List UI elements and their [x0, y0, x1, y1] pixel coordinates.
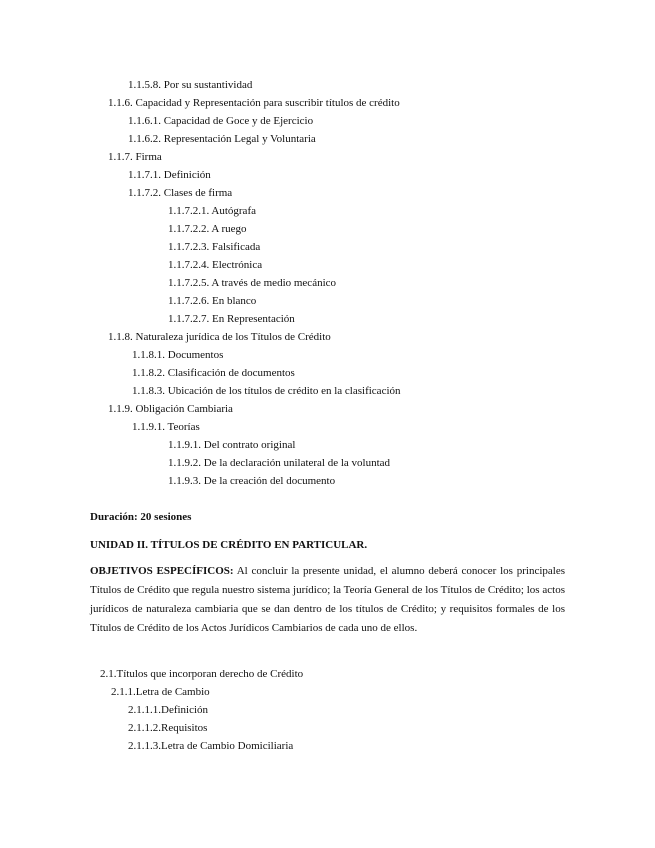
outline-item: 1.1.9.1. Teorías — [132, 421, 200, 433]
objectives-paragraph — [90, 562, 565, 638]
outline-item: 1.1.7.2.6. En blanco — [168, 295, 257, 307]
outline-item: 1.1.7.2.3. Falsificada — [168, 241, 261, 253]
outline-item: 1.1.9. Obligación Cambiaria — [108, 403, 233, 415]
outline-item: 1.1.8. Naturaleza jurídica de los Títulos de Crédito — [108, 331, 331, 343]
outline-item: 2.1.1.1.Definición — [128, 704, 209, 716]
outline-item: 1.1.9.2. De la declaración unilateral de la voluntad — [168, 457, 391, 469]
outline-item: 1.1.7.2.5. A través de medio mecánico — [168, 277, 337, 289]
outline-item: 1.1.7.2.1. Autógrafa — [168, 205, 256, 217]
outline-item: 1.1.6.2. Representación Legal y Voluntaria — [128, 133, 316, 145]
outline-item: 2.1.Títulos que incorporan derecho de Crédito — [100, 668, 304, 680]
outline-item: 1.1.8.2. Clasificación de documentos — [132, 367, 295, 379]
outline-item: 1.1.7.2.7. En Representación — [168, 313, 295, 325]
outline-item: 1.1.9.3. De la creación del documento — [168, 475, 336, 487]
outline-item: 1.1.8.3. Ubicación de los títulos de crédito en la clasificación — [132, 385, 401, 397]
outline-item: 1.1.8.1. Documentos — [132, 349, 224, 361]
outline-item: 1.1.7. Firma — [108, 151, 162, 163]
outline-item: 1.1.7.2. Clases de firma — [128, 187, 233, 199]
outline-item: 2.1.1.2.Requisitos — [128, 722, 208, 734]
objectives-body: Al concluir la presente unidad, el alumno deberá conocer los principales Títulos de Crédito que regula nuestro sistema jurídico; la Teoría General de los Títulos de Crédito; los actos jurídicos de naturaleza cambiaria que se dan dentro de los títulos de Crédito; y requisitos formales de los Títulos de Crédito de los Actos Jurídicos Cambiarios de cada uno de ellos. — [90, 565, 565, 634]
outline-item: 1.1.6.1. Capacidad de Goce y de Ejercicio — [128, 115, 314, 127]
duration-label: Duración: 20 sesiones — [90, 511, 192, 523]
outline-item: 1.1.7.1. Definición — [128, 169, 211, 181]
outline-item: 1.1.6. Capacidad y Representación para suscribir títulos de crédito — [108, 97, 400, 109]
objectives-label: OBJETIVOS ESPECÍFICOS: — [90, 565, 234, 577]
outline-item: 1.1.9.1. Del contrato original — [168, 439, 296, 451]
outline-item: 2.1.1.3.Letra de Cambio Domiciliaria — [128, 740, 294, 752]
unit-heading: UNIDAD II. TÍTULOS DE CRÉDITO EN PARTICULAR. — [90, 539, 368, 551]
outline-item: 1.1.7.2.2. A ruego — [168, 223, 247, 235]
outline-item: 1.1.5.8. Por su sustantividad — [128, 79, 253, 91]
outline-item: 2.1.1.Letra de Cambio — [111, 686, 210, 698]
outline-item: 1.1.7.2.4. Electrónica — [168, 259, 263, 271]
